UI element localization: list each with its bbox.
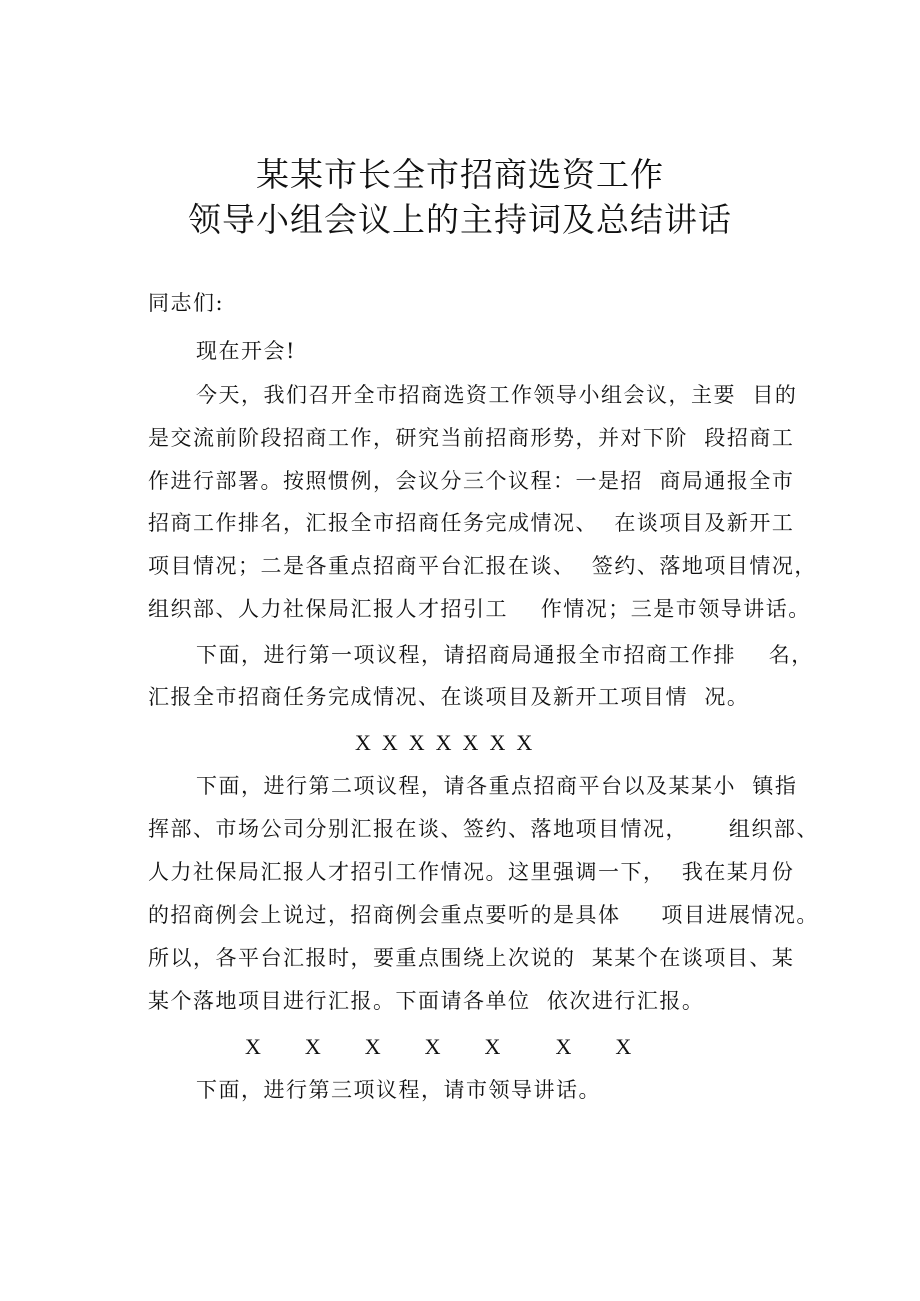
paragraph1-line: 今天，我们召开全市招商选资工作领导小组会议，主要 目的 [196, 383, 798, 407]
paragraph1-line: 组织部、人力社保局汇报人才招引工 作情况；三是市领导讲话。 [148, 597, 811, 621]
paragraph2-line: 下面，进行第一项议程，请招商局通报全市招商工作排 名， [196, 643, 814, 667]
paragraph3-line: 下面，进行第二项议程，请各重点招商平台以及某某小 镇指 [196, 774, 798, 798]
paragraph1-line: 招商工作排名，汇报全市招商任务完成情况、 在谈项目及新开工 [148, 511, 795, 535]
salutation: 同志们: [148, 291, 225, 315]
document-title-line-2: 领导小组会议上的主持词及总结讲话 [188, 200, 732, 239]
placeholder-row-1: X X X X X X X [355, 730, 533, 755]
paragraph2-line: 汇报全市招商任务完成情况、在谈项目及新开工项目情 况。 [148, 685, 750, 709]
paragraph3-line: 人力社保局汇报人才招引工作情况。这里强调一下， 我在某月份 [148, 860, 795, 884]
paragraph1-line: 是交流前阶段招商工作，研究当前招商形势，并对下阶 段招商工 [148, 426, 795, 450]
paragraph1-line: 项目情况；二是各重点招商平台汇报在谈、 签约、落地项目情况， [148, 554, 817, 578]
paragraph4: 下面，进行第三项议程，请市领导讲话。 [196, 1078, 601, 1102]
paragraph1-line: 作进行部署。按照惯例，会议分三个议程：一是招 商局通报全市 [148, 469, 795, 493]
paragraph3-line: 某个落地项目进行汇报。下面请各单位 依次进行汇报。 [148, 989, 705, 1013]
paragraph3-line: 挥部、市场公司分别汇报在谈、签约、落地项目情况， 组织部、 [148, 817, 819, 841]
paragraph3-line: 所以，各平台汇报时，要重点围绕上次说的 某某个在谈项目、某 [148, 946, 795, 970]
document-title-line-1: 某某市长全市招商选资工作 [256, 155, 664, 194]
paragraph3-line: 的招商例会上说过，招商例会重点要听的是具体 项目进展情况。 [148, 903, 819, 927]
opening-line: 现在开会! [196, 339, 296, 363]
placeholder-row-2: X X X X X X X [245, 1034, 632, 1059]
